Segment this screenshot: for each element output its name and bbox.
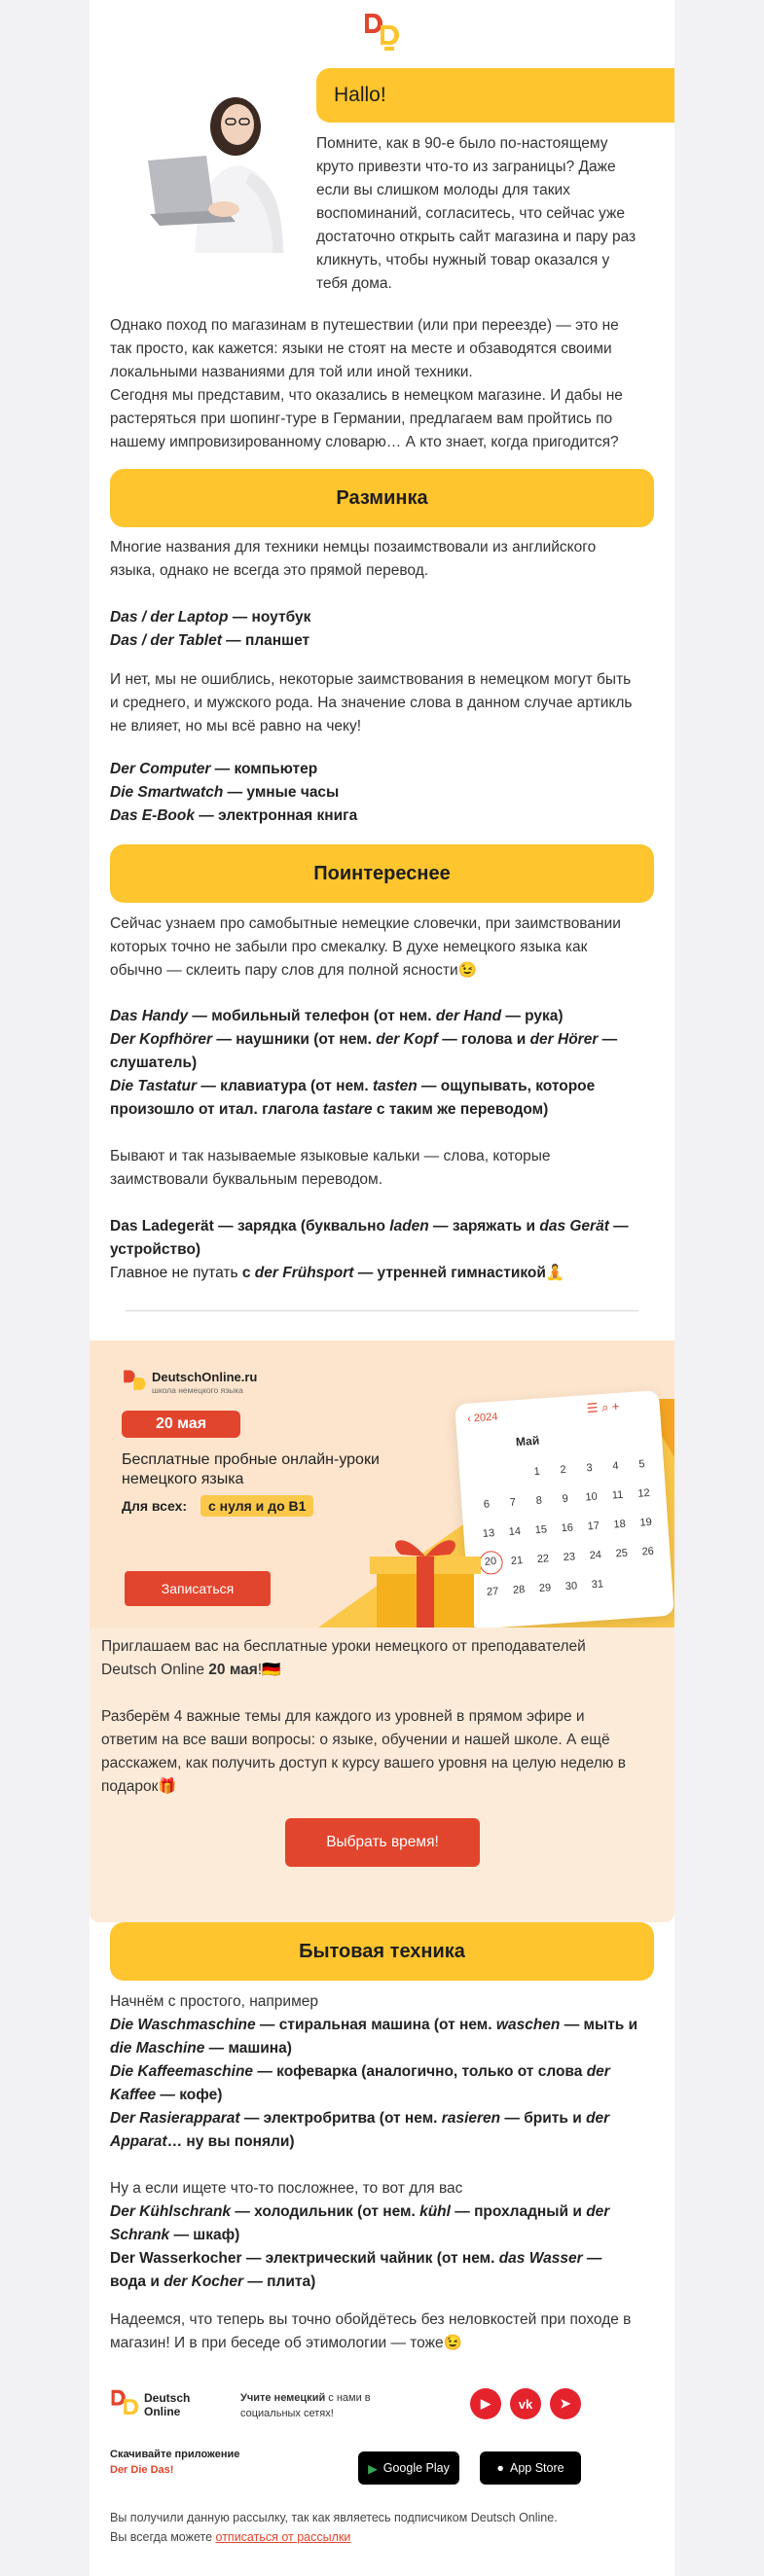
text-line: Приглашаем вас на бесплатные уроки немецкого от преподавателей xyxy=(101,1638,586,1655)
term-de: der Hörer xyxy=(529,1031,599,1048)
store-label: Google Play xyxy=(382,2461,450,2475)
term-ru: с xyxy=(241,1265,255,1281)
calendar-day: 28 xyxy=(512,1584,526,1596)
intro-line: кликнуть, чтобы нужный товар оказался у xyxy=(316,252,610,268)
term-de: Das E-Book xyxy=(110,807,195,824)
text-part: с нами в xyxy=(325,2392,371,2404)
text-line: Многие названия для техники немцы позаимствовали из английского xyxy=(110,539,597,555)
calendar-day: 7 xyxy=(509,1496,517,1509)
term-ru: — ноутбук xyxy=(228,609,311,626)
section-title-warmup xyxy=(110,469,654,527)
text-line: языка, однако не всегда это прямой перевод. xyxy=(110,562,429,579)
interesting-text xyxy=(110,912,665,983)
term-ru: — мобильный телефон (от нем. xyxy=(188,1008,436,1024)
appliances-harder: Ну а если ищете что-то посложнее, то вот для вас xyxy=(110,2180,463,2197)
calendar-day: 9 xyxy=(562,1492,569,1506)
term-ru: с таким же переводом) xyxy=(372,1101,549,1118)
email-sheet xyxy=(90,0,674,2576)
section-title-interesting xyxy=(110,844,654,903)
calendar-day: 3 xyxy=(586,1461,594,1475)
term-ru: — умные часы xyxy=(223,784,340,801)
footer-brand-line: Deutsch xyxy=(144,2391,191,2405)
term-line xyxy=(110,1262,665,1285)
term-de: Das / der Laptop xyxy=(110,609,229,626)
term-line xyxy=(110,805,665,828)
google-play-icon: ▶ xyxy=(368,2461,378,2476)
calendar-day: 12 xyxy=(637,1486,651,1500)
term-ru: … ну вы поняли) xyxy=(166,2133,295,2150)
appliances-outro xyxy=(110,2308,665,2355)
term-ru: — электробритва (от нем. xyxy=(239,2110,442,2127)
term-ru: — xyxy=(608,1218,629,1234)
term-de: Der Computer xyxy=(110,761,211,777)
footer-brand xyxy=(144,2391,190,2418)
calendar-day: 23 xyxy=(563,1551,576,1564)
term-line xyxy=(110,1028,665,1052)
calendar-day: 10 xyxy=(585,1490,599,1504)
calendar-day: 2 xyxy=(560,1463,567,1477)
calendar-month: Май xyxy=(515,1433,540,1449)
dd-logo-icon[interactable] xyxy=(363,10,400,53)
warmup-note xyxy=(110,668,665,738)
term-line: устройство) xyxy=(110,1241,201,1258)
section-title-text: Поинтереснее xyxy=(313,862,451,884)
term-line xyxy=(110,2130,665,2154)
term-de: waschen xyxy=(495,2017,561,2033)
term-ru: — голова и xyxy=(437,1031,530,1048)
term-ru: — наушники (от нем. xyxy=(212,1031,377,1048)
term-line xyxy=(110,781,665,805)
intro2-line: так просто, как кажется: языки не стоят на месте и обзаводятся своими xyxy=(110,340,612,357)
term-line xyxy=(110,2224,665,2247)
calendar-day: 4 xyxy=(612,1460,619,1473)
text-line: подарок🎁 xyxy=(101,1778,177,1795)
promo-headline-2: немецкого языка xyxy=(122,1471,244,1487)
term-de: Der Kühlschrank xyxy=(110,2203,232,2220)
text-line: ответим на все ваши вопросы: о языке, обучении и нашей школе. А ещё xyxy=(101,1732,610,1748)
calendar-day: 19 xyxy=(639,1516,653,1529)
intro2-line: нашему импровизированному словарю… А кто знает, когда пригодится? xyxy=(110,434,619,450)
term-de: Schrank xyxy=(110,2227,170,2243)
youtube-icon[interactable]: ▶ xyxy=(470,2388,501,2419)
term-ru: — электронная книга xyxy=(195,807,358,824)
calendar-day: 25 xyxy=(615,1547,629,1560)
section-title-text: Бытовая техника xyxy=(299,1940,465,1962)
term-ru: — рука) xyxy=(501,1008,564,1024)
calendar-year: ‹ 2024 xyxy=(466,1411,498,1425)
intro-line: круто привезти что-то из заграницы? Даже xyxy=(316,159,616,175)
calendar-day: 26 xyxy=(641,1545,655,1558)
text-line: И нет, мы не ошиблись, некоторые заимствования в немецком могут быть xyxy=(110,671,632,688)
greeting-banner xyxy=(316,68,674,123)
intro-line: если вы слишком молоды для таких xyxy=(316,182,570,198)
term-de: Die Waschmaschine xyxy=(110,2017,256,2033)
footer-legal xyxy=(110,2508,558,2547)
term-de: Die Smartwatch xyxy=(110,784,224,801)
term-de: tasten xyxy=(373,1078,418,1094)
term-line xyxy=(110,2200,665,2224)
appliances-terms-1 xyxy=(110,2014,665,2154)
brand-tagline: школа немецкого языка xyxy=(152,1385,243,1395)
calendar-day: 15 xyxy=(534,1523,548,1537)
choose-time-button[interactable]: Выбрать время! xyxy=(285,1818,480,1867)
calendar-day xyxy=(637,1580,663,1582)
for-all-label: Для всех: xyxy=(122,1498,188,1514)
promo-banner xyxy=(90,1341,674,1628)
calendar-day: 22 xyxy=(536,1553,550,1566)
calendar-day: 6 xyxy=(483,1498,491,1511)
term-line xyxy=(110,2037,665,2060)
section-title-appliances xyxy=(110,1922,654,1981)
brand-name: DeutschOnline.ru xyxy=(152,1370,258,1384)
term-de: Kaffee xyxy=(110,2087,157,2103)
term-line xyxy=(110,2107,665,2130)
promo-headline-1: Бесплатные пробные онлайн-уроки xyxy=(122,1451,380,1468)
term-ru: — компьютер xyxy=(210,761,318,777)
term-de: Der Kopfhörer xyxy=(110,1031,213,1048)
warmup-terms-2 xyxy=(110,758,665,828)
app-store-button[interactable] xyxy=(480,2451,581,2485)
term-ru: — машина) xyxy=(204,2040,292,2057)
warmup-text xyxy=(110,536,665,583)
calendar-day: 24 xyxy=(589,1549,602,1562)
term-line xyxy=(110,2014,665,2037)
term-line xyxy=(110,1098,665,1122)
term-de: Das Ladegerät xyxy=(110,1218,214,1234)
intro-line: достаточно открыть сайт магазина и пару раз xyxy=(316,229,637,245)
calque-terms xyxy=(110,1215,665,1285)
term-de: der xyxy=(586,2203,610,2220)
term-line xyxy=(110,1075,665,1098)
intro2-line: Сегодня мы представим, что оказались в немецком магазине. И дабы не xyxy=(110,387,623,404)
intro-line: воспоминаний, согласитесь, что сейчас уже xyxy=(316,205,625,222)
term-de: Das / der Tablet xyxy=(110,632,222,649)
term-de: der Hand xyxy=(435,1008,502,1024)
calendar-day: 17 xyxy=(587,1520,600,1533)
term-de: tastare xyxy=(322,1101,373,1118)
greeting-text: Hallo! xyxy=(334,84,386,106)
promo-block xyxy=(90,1341,674,1922)
term-ru: — шкаф) xyxy=(169,2227,240,2243)
calendar-day: 5 xyxy=(637,1458,645,1471)
intro-line: тебя дома. xyxy=(316,275,392,292)
interesting-terms xyxy=(110,1005,665,1122)
calendar-day: 8 xyxy=(535,1494,543,1508)
vk-icon[interactable]: vk xyxy=(510,2388,541,2419)
term-ru: — ощупывать, которое xyxy=(417,1078,596,1094)
calendar-day: 11 xyxy=(611,1488,624,1502)
intro2-line: Однако поход по магазинам в путешествии (или при переезде) — это не xyxy=(110,317,619,334)
text-part: Deutsch Online xyxy=(101,1662,209,1678)
calendar-toolbar-icons: ☰ ⌕ + xyxy=(586,1398,620,1416)
term-ru: — кофеварка (аналогично, только от слова xyxy=(253,2063,587,2080)
promo-details xyxy=(101,1705,666,1799)
term-de: Der Wasserkocher xyxy=(110,2250,242,2267)
term-de: der xyxy=(586,2063,610,2080)
term-line xyxy=(110,629,665,653)
calendar-day: 20 xyxy=(478,1551,503,1576)
text-line: Вы получили данную рассылку, так как являетесь подписчиком Deutsch Online. xyxy=(110,2511,558,2524)
term-ru: — брить и xyxy=(500,2110,587,2127)
apple-icon: ● xyxy=(496,2461,504,2475)
term-de: laden xyxy=(389,1218,429,1234)
text-line: не влияет, но мы всё равно на чеку! xyxy=(110,718,362,734)
term-ru: — xyxy=(598,1031,618,1048)
text-line: обычно — склеить пару слов для полной ясности😉 xyxy=(110,962,477,979)
intro2-line: растеряться при шопинг-туре в Германии, предлагаем вам пройтись по xyxy=(110,411,613,427)
text-line: Бывают и так называемые языковые кальки — слова, которые xyxy=(110,1148,551,1164)
term-de: der Kocher xyxy=(164,2273,244,2290)
intro-paragraph-2 xyxy=(110,314,665,454)
text-line: социальных сетях! xyxy=(240,2408,334,2419)
calendar-day: 18 xyxy=(613,1518,627,1531)
term-de: Die Tastatur xyxy=(110,1078,198,1094)
text-line: заимствовали буквальным переводом. xyxy=(110,1171,383,1188)
unsubscribe-link[interactable]: отписаться от рассылки xyxy=(215,2530,351,2544)
term-ru: — утренней гимнастикой🧘 xyxy=(353,1265,565,1281)
footer-social-text xyxy=(240,2390,371,2421)
text-part: !🇩🇪 xyxy=(257,1662,281,1678)
calendar-day: 27 xyxy=(486,1585,499,1598)
calque-text xyxy=(110,1145,665,1192)
text-part: Учите немецкий xyxy=(240,2392,326,2404)
hero-woman-laptop-image xyxy=(90,68,313,253)
term-de: der xyxy=(586,2110,610,2127)
text-part: 20 мая xyxy=(208,1662,258,1678)
text-line: Сейчас узнаем про самобытные немецкие словечки, при заимствовании xyxy=(110,915,621,932)
term-de: die Maschine xyxy=(110,2040,205,2057)
store-label: App Store xyxy=(509,2461,564,2475)
text-line: магазин! И в при беседе об этимологии — тоже😉 xyxy=(110,2335,462,2351)
calendar-day: 29 xyxy=(538,1582,552,1594)
term-line xyxy=(110,758,665,781)
calendar-year-text: 2024 xyxy=(473,1411,498,1425)
telegram-icon[interactable]: ➤ xyxy=(550,2388,581,2419)
term-de: Das Handy xyxy=(110,1008,189,1024)
term-de: rasieren xyxy=(441,2110,501,2127)
google-play-button[interactable] xyxy=(358,2451,459,2485)
calendar-grid xyxy=(470,1449,665,1607)
term-ru: — клавиатура (от нем. xyxy=(197,1078,374,1094)
term-ru: — зарядка (буквально xyxy=(213,1218,390,1234)
term-ru: — холодильник (от нем. xyxy=(231,2203,420,2220)
term-line xyxy=(110,1215,665,1238)
term-ru: произошло от итал. глагола xyxy=(110,1101,323,1118)
appliances-start: Начнём с простого, например xyxy=(110,1993,318,2010)
register-button[interactable]: Записаться xyxy=(125,1571,271,1606)
calendar-day: 30 xyxy=(564,1580,578,1593)
term-ru: — заряжать и xyxy=(428,1218,540,1234)
term-ru: — прохладный и xyxy=(450,2203,587,2220)
intro2-line: локальными названиями для той или иной техники. xyxy=(110,364,473,380)
term-line xyxy=(110,2247,665,2271)
term-line xyxy=(110,2084,665,2107)
text-line: и среднего, и мужского рода. На значение слова в данном случае артикль xyxy=(110,695,633,711)
text-part: Вы всегда можете xyxy=(110,2530,216,2544)
term-de: das Gerät xyxy=(539,1218,609,1234)
footer-download xyxy=(110,2447,239,2478)
text-line: которых точно не забыли про смекалку. В духе немецкого языка как xyxy=(110,939,588,955)
intro-paragraph xyxy=(316,132,667,296)
term-de: der Kopf xyxy=(376,1031,438,1048)
text-line xyxy=(240,2390,371,2406)
term-line xyxy=(110,2271,665,2294)
intro-line: Помните, как в 90-е было по-настоящему xyxy=(316,135,608,152)
section-title-text: Разминка xyxy=(336,486,428,509)
term-ru: — xyxy=(582,2250,602,2267)
calendar-day: 31 xyxy=(591,1578,604,1592)
text-line: Разберём 4 важные темы для каждого из уровней в прямом эфире и xyxy=(101,1708,585,1725)
term-line xyxy=(110,1005,665,1028)
date-badge: 20 мая xyxy=(122,1411,240,1438)
calendar-day xyxy=(471,1475,497,1477)
calendar-day: 21 xyxy=(510,1555,524,1567)
text-line: Der Die Das! xyxy=(110,2464,174,2476)
term-ru: — кофе) xyxy=(156,2087,223,2103)
footer-logo-icon[interactable] xyxy=(110,2386,139,2421)
appliances-terms-2 xyxy=(110,2200,665,2294)
term-de: der Frühsport xyxy=(254,1265,354,1281)
term-ru: — стиральная машина (от нем. xyxy=(255,2017,496,2033)
term-ru: — электрический чайник (от нем. xyxy=(241,2250,499,2267)
term-line xyxy=(110,2060,665,2084)
calendar-day xyxy=(497,1473,524,1475)
text-line: Скачивайте приложение xyxy=(110,2449,240,2460)
text-line xyxy=(101,1659,666,1682)
term-de: Apparat xyxy=(110,2133,167,2150)
term-de: Die Kaffeemaschine xyxy=(110,2063,254,2080)
term-ru: — плита) xyxy=(243,2273,316,2290)
calendar-day xyxy=(610,1582,637,1584)
text-line xyxy=(110,2527,558,2547)
term-ru: Главное не путать xyxy=(110,1265,242,1281)
term-ru: — мыть и xyxy=(560,2017,638,2033)
promo-invite xyxy=(101,1635,666,1682)
calendar-day: 14 xyxy=(508,1525,522,1539)
text-line: расскажем, как получить доступ к курсу вашего уровня на целую неделю в xyxy=(101,1755,626,1771)
term-de: kühl xyxy=(419,2203,451,2220)
term-ru: вода и xyxy=(110,2273,164,2290)
divider xyxy=(126,1310,638,1311)
calendar-day: 1 xyxy=(533,1465,541,1479)
term-line xyxy=(110,606,665,629)
calendar-day: 16 xyxy=(561,1521,574,1535)
levels-badge: с нуля и до B1 xyxy=(200,1495,313,1517)
term-de: Der Rasierapparat xyxy=(110,2110,240,2127)
calendar-day: 13 xyxy=(482,1527,495,1540)
term-de: das Wasser xyxy=(498,2250,583,2267)
term-ru: — планшет xyxy=(221,632,310,649)
gift-box-icon xyxy=(362,1523,489,1628)
term-line: слушатель) xyxy=(110,1055,198,1071)
warmup-terms-1 xyxy=(110,606,665,653)
footer-brand-line: Online xyxy=(144,2405,181,2418)
brand-logo-icon xyxy=(122,1368,147,1395)
text-line: Надеемся, что теперь вы точно обойдётесь без неловкостей при походе в xyxy=(110,2311,632,2328)
